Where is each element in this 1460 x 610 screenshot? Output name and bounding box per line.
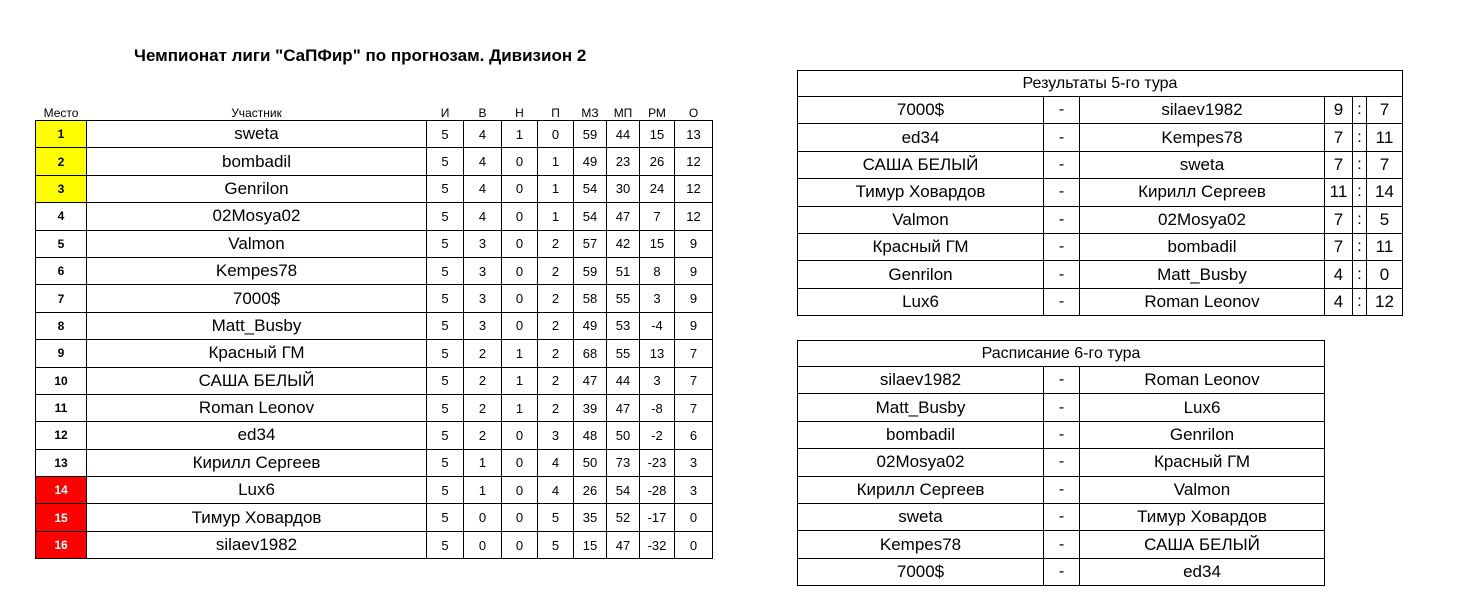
score-separator: :	[1353, 288, 1367, 315]
away-score: 12	[1367, 288, 1403, 315]
header-goal-diff: РМ	[648, 106, 666, 120]
wins-cell: 4	[464, 203, 502, 230]
losses-cell: 2	[538, 312, 574, 339]
points-cell: 0	[675, 531, 713, 558]
home-score: 7	[1325, 206, 1353, 233]
away-team: Roman Leonov	[1080, 288, 1325, 315]
away-team: sweta	[1080, 151, 1325, 178]
played-cell: 5	[427, 148, 464, 175]
standings-row	[36, 394, 713, 421]
draws-cell: 1	[502, 367, 538, 394]
goals-against-cell: 73	[607, 449, 640, 476]
points-cell: 3	[675, 449, 713, 476]
goals-for-cell: 35	[574, 504, 607, 531]
losses-cell: 2	[538, 285, 574, 312]
participant-cell: Roman Leonov	[87, 394, 427, 421]
away-team: Genrilon	[1080, 421, 1325, 448]
home-score: 4	[1325, 288, 1353, 315]
goals-against-cell: 51	[607, 257, 640, 284]
result-row	[798, 97, 1403, 124]
goals-for-cell: 54	[574, 203, 607, 230]
header-goals-against: МП	[613, 106, 633, 120]
away-team: САША БЕЛЫЙ	[1080, 531, 1325, 558]
draws-cell: 0	[502, 257, 538, 284]
wins-cell: 3	[464, 285, 502, 312]
schedule-row	[798, 531, 1325, 558]
vs-dash: -	[1044, 394, 1080, 421]
place-cell: 11	[36, 394, 87, 421]
goal-diff-cell: -8	[640, 394, 675, 421]
points-cell: 7	[675, 394, 713, 421]
points-cell: 13	[675, 121, 713, 148]
draws-cell: 0	[502, 422, 538, 449]
participant-cell: Красный ГМ	[87, 340, 427, 367]
result-row	[798, 288, 1403, 315]
schedule-row	[798, 449, 1325, 476]
goals-against-cell: 55	[607, 340, 640, 367]
goal-diff-cell: 13	[640, 340, 675, 367]
goals-for-cell: 47	[574, 367, 607, 394]
wins-cell: 0	[464, 531, 502, 558]
schedule-row	[798, 421, 1325, 448]
points-cell: 9	[675, 285, 713, 312]
header-points: О	[688, 106, 699, 120]
goal-diff-cell: 26	[640, 148, 675, 175]
goal-diff-cell: -32	[640, 531, 675, 558]
goal-diff-cell: -23	[640, 449, 675, 476]
results-caption-row	[798, 71, 1403, 97]
wins-cell: 3	[464, 257, 502, 284]
standings-row	[36, 148, 713, 175]
points-cell: 12	[675, 175, 713, 202]
standings-row	[36, 230, 713, 257]
away-score: 7	[1367, 97, 1403, 124]
wins-cell: 2	[464, 422, 502, 449]
goals-for-cell: 68	[574, 340, 607, 367]
goal-diff-cell: -4	[640, 312, 675, 339]
standings-row	[36, 257, 713, 284]
draws-cell: 0	[502, 504, 538, 531]
place-cell: 16	[36, 531, 87, 558]
away-team: Тимур Ховардов	[1080, 503, 1325, 530]
score-separator: :	[1353, 261, 1367, 288]
schedule-row	[798, 476, 1325, 503]
wins-cell: 2	[464, 367, 502, 394]
home-team: Тимур Ховардов	[798, 179, 1044, 206]
place-cell: 9	[36, 340, 87, 367]
draws-cell: 1	[502, 340, 538, 367]
result-row	[798, 151, 1403, 178]
away-team: ed34	[1080, 558, 1325, 585]
place-cell: 7	[36, 285, 87, 312]
score-separator: :	[1353, 179, 1367, 206]
goals-against-cell: 47	[607, 531, 640, 558]
home-team: sweta	[798, 503, 1044, 530]
wins-cell: 1	[464, 449, 502, 476]
home-score: 9	[1325, 97, 1353, 124]
goals-against-cell: 30	[607, 175, 640, 202]
away-score: 7	[1367, 151, 1403, 178]
header-place: Место	[43, 106, 79, 120]
home-team: silaev1982	[798, 367, 1044, 394]
vs-dash: -	[1044, 421, 1080, 448]
home-team: 02Mosya02	[798, 449, 1044, 476]
losses-cell: 2	[538, 367, 574, 394]
goals-for-cell: 50	[574, 449, 607, 476]
vs-dash: -	[1044, 206, 1080, 233]
vs-dash: -	[1044, 503, 1080, 530]
away-team: 02Mosya02	[1080, 206, 1325, 233]
standings-row	[36, 121, 713, 148]
points-cell: 6	[675, 422, 713, 449]
goal-diff-cell: 3	[640, 367, 675, 394]
goal-diff-cell: -17	[640, 504, 675, 531]
participant-cell: Lux6	[87, 477, 427, 504]
goals-against-cell: 44	[607, 367, 640, 394]
losses-cell: 2	[538, 394, 574, 421]
away-team: Lux6	[1080, 394, 1325, 421]
goal-diff-cell: 15	[640, 230, 675, 257]
wins-cell: 1	[464, 477, 502, 504]
losses-cell: 0	[538, 121, 574, 148]
result-row	[798, 233, 1403, 260]
schedule-row	[798, 503, 1325, 530]
home-team: САША БЕЛЫЙ	[798, 151, 1044, 178]
losses-cell: 2	[538, 257, 574, 284]
away-team: Kempes78	[1080, 124, 1325, 151]
goals-for-cell: 59	[574, 121, 607, 148]
away-team: Valmon	[1080, 476, 1325, 503]
participant-cell: Matt_Busby	[87, 312, 427, 339]
points-cell: 0	[675, 504, 713, 531]
header-losses: П	[551, 106, 560, 120]
played-cell: 5	[427, 121, 464, 148]
played-cell: 5	[427, 504, 464, 531]
draws-cell: 1	[502, 121, 538, 148]
away-team: Кирилл Сергеев	[1080, 179, 1325, 206]
score-separator: :	[1353, 151, 1367, 178]
standings-row	[36, 449, 713, 476]
points-cell: 7	[675, 340, 713, 367]
home-team: bombadil	[798, 421, 1044, 448]
goal-diff-cell: -28	[640, 477, 675, 504]
schedule-caption: Расписание 6-го тура	[798, 341, 1325, 367]
played-cell: 5	[427, 340, 464, 367]
vs-dash: -	[1044, 288, 1080, 315]
score-separator: :	[1353, 206, 1367, 233]
goals-for-cell: 15	[574, 531, 607, 558]
played-cell: 5	[427, 257, 464, 284]
place-cell: 10	[36, 367, 87, 394]
place-cell: 13	[36, 449, 87, 476]
wins-cell: 2	[464, 340, 502, 367]
losses-cell: 3	[538, 422, 574, 449]
standings-row	[36, 531, 713, 558]
home-team: 7000$	[798, 558, 1044, 585]
goal-diff-cell: 15	[640, 121, 675, 148]
away-team: Красный ГМ	[1080, 449, 1325, 476]
vs-dash: -	[1044, 476, 1080, 503]
losses-cell: 4	[538, 449, 574, 476]
home-team: Lux6	[798, 288, 1044, 315]
score-separator: :	[1353, 97, 1367, 124]
goals-for-cell: 57	[574, 230, 607, 257]
schedule-row	[798, 394, 1325, 421]
home-team: Красный ГМ	[798, 233, 1044, 260]
away-score: 0	[1367, 261, 1403, 288]
place-cell: 12	[36, 422, 87, 449]
goals-for-cell: 49	[574, 312, 607, 339]
losses-cell: 1	[538, 203, 574, 230]
losses-cell: 2	[538, 230, 574, 257]
place-cell: 1	[36, 121, 87, 148]
score-separator: :	[1353, 233, 1367, 260]
schedule-row	[798, 558, 1325, 585]
home-team: Matt_Busby	[798, 394, 1044, 421]
participant-cell: Kempes78	[87, 257, 427, 284]
place-cell: 14	[36, 477, 87, 504]
played-cell: 5	[427, 175, 464, 202]
home-team: 7000$	[798, 97, 1044, 124]
standings-row	[36, 477, 713, 504]
participant-cell: Кирилл Сергеев	[87, 449, 427, 476]
away-score: 5	[1367, 206, 1403, 233]
points-cell: 9	[675, 257, 713, 284]
draws-cell: 0	[502, 449, 538, 476]
participant-cell: 7000$	[87, 285, 427, 312]
away-team: Roman Leonov	[1080, 367, 1325, 394]
points-cell: 12	[675, 203, 713, 230]
played-cell: 5	[427, 394, 464, 421]
wins-cell: 4	[464, 175, 502, 202]
draws-cell: 0	[502, 203, 538, 230]
losses-cell: 1	[538, 148, 574, 175]
draws-cell: 0	[502, 230, 538, 257]
place-cell: 4	[36, 203, 87, 230]
goals-against-cell: 53	[607, 312, 640, 339]
goals-for-cell: 49	[574, 148, 607, 175]
home-score: 7	[1325, 233, 1353, 260]
place-cell: 5	[36, 230, 87, 257]
goals-against-cell: 47	[607, 203, 640, 230]
goals-for-cell: 58	[574, 285, 607, 312]
home-team: Кирилл Сергеев	[798, 476, 1044, 503]
goals-for-cell: 26	[574, 477, 607, 504]
result-row	[798, 261, 1403, 288]
goals-against-cell: 23	[607, 148, 640, 175]
header-participant: Участник	[231, 106, 282, 120]
vs-dash: -	[1044, 367, 1080, 394]
away-score: 11	[1367, 124, 1403, 151]
standings-row	[36, 175, 713, 202]
home-score: 7	[1325, 151, 1353, 178]
vs-dash: -	[1044, 558, 1080, 585]
place-cell: 6	[36, 257, 87, 284]
vs-dash: -	[1044, 531, 1080, 558]
standings-row	[36, 422, 713, 449]
standings-row	[36, 285, 713, 312]
losses-cell: 1	[538, 175, 574, 202]
home-team: Genrilon	[798, 261, 1044, 288]
goals-against-cell: 50	[607, 422, 640, 449]
vs-dash: -	[1044, 124, 1080, 151]
home-team: Valmon	[798, 206, 1044, 233]
goal-diff-cell: 8	[640, 257, 675, 284]
played-cell: 5	[427, 477, 464, 504]
losses-cell: 5	[538, 504, 574, 531]
losses-cell: 5	[538, 531, 574, 558]
result-row	[798, 124, 1403, 151]
vs-dash: -	[1044, 179, 1080, 206]
played-cell: 5	[427, 449, 464, 476]
standings-row	[36, 312, 713, 339]
home-score: 11	[1325, 179, 1353, 206]
vs-dash: -	[1044, 261, 1080, 288]
result-row	[798, 179, 1403, 206]
place-cell: 3	[36, 175, 87, 202]
result-row	[798, 206, 1403, 233]
goals-for-cell: 59	[574, 257, 607, 284]
goals-against-cell: 54	[607, 477, 640, 504]
home-score: 7	[1325, 124, 1353, 151]
standings-row	[36, 367, 713, 394]
participant-cell: 02Mosya02	[87, 203, 427, 230]
home-team: Kempes78	[798, 531, 1044, 558]
participant-cell: Genrilon	[87, 175, 427, 202]
home-score: 4	[1325, 261, 1353, 288]
wins-cell: 2	[464, 394, 502, 421]
played-cell: 5	[427, 531, 464, 558]
wins-cell: 4	[464, 121, 502, 148]
place-cell: 8	[36, 312, 87, 339]
points-cell: 12	[675, 148, 713, 175]
goal-diff-cell: -2	[640, 422, 675, 449]
participant-cell: Тимур Ховардов	[87, 504, 427, 531]
wins-cell: 3	[464, 312, 502, 339]
header-goals-for: МЗ	[581, 106, 599, 120]
schedule-table	[797, 340, 1325, 586]
draws-cell: 0	[502, 285, 538, 312]
schedule-caption-row	[798, 341, 1325, 367]
wins-cell: 0	[464, 504, 502, 531]
played-cell: 5	[427, 312, 464, 339]
draws-cell: 0	[502, 531, 538, 558]
points-cell: 7	[675, 367, 713, 394]
goal-diff-cell: 24	[640, 175, 675, 202]
losses-cell: 4	[538, 477, 574, 504]
draws-cell: 0	[502, 148, 538, 175]
away-score: 11	[1367, 233, 1403, 260]
played-cell: 5	[427, 367, 464, 394]
played-cell: 5	[427, 203, 464, 230]
goals-against-cell: 42	[607, 230, 640, 257]
participant-cell: Valmon	[87, 230, 427, 257]
home-team: ed34	[798, 124, 1044, 151]
draws-cell: 0	[502, 477, 538, 504]
draws-cell: 0	[502, 175, 538, 202]
standings-table	[35, 98, 713, 559]
participant-cell: ed34	[87, 422, 427, 449]
place-cell: 2	[36, 148, 87, 175]
draws-cell: 0	[502, 312, 538, 339]
played-cell: 5	[427, 422, 464, 449]
score-separator: :	[1353, 124, 1367, 151]
participant-cell: sweta	[87, 121, 427, 148]
wins-cell: 3	[464, 230, 502, 257]
goals-for-cell: 39	[574, 394, 607, 421]
standings-row	[36, 504, 713, 531]
points-cell: 9	[675, 312, 713, 339]
participant-cell: bombadil	[87, 148, 427, 175]
place-cell: 15	[36, 504, 87, 531]
participant-cell: silaev1982	[87, 531, 427, 558]
losses-cell: 2	[538, 340, 574, 367]
points-cell: 3	[675, 477, 713, 504]
goals-against-cell: 52	[607, 504, 640, 531]
vs-dash: -	[1044, 97, 1080, 124]
goals-for-cell: 48	[574, 422, 607, 449]
played-cell: 5	[427, 230, 464, 257]
wins-cell: 4	[464, 148, 502, 175]
standings-header-row	[36, 98, 713, 121]
played-cell: 5	[427, 285, 464, 312]
results-table	[797, 70, 1403, 316]
goals-against-cell: 47	[607, 394, 640, 421]
header-played: И	[440, 106, 450, 120]
participant-cell: САША БЕЛЫЙ	[87, 367, 427, 394]
header-wins: В	[478, 106, 487, 120]
vs-dash: -	[1044, 233, 1080, 260]
goals-against-cell: 44	[607, 121, 640, 148]
goal-diff-cell: 3	[640, 285, 675, 312]
page-title: Чемпионат лиги "СаПФир" по прогнозам. Дивизион 2	[134, 46, 587, 65]
points-cell: 9	[675, 230, 713, 257]
results-caption: Результаты 5-го тура	[798, 71, 1403, 97]
schedule-row	[798, 367, 1325, 394]
away-team: silaev1982	[1080, 97, 1325, 124]
away-score: 14	[1367, 179, 1403, 206]
goals-against-cell: 55	[607, 285, 640, 312]
header-draws: Н	[515, 106, 524, 120]
goal-diff-cell: 7	[640, 203, 675, 230]
standings-row	[36, 203, 713, 230]
goals-for-cell: 54	[574, 175, 607, 202]
vs-dash: -	[1044, 151, 1080, 178]
draws-cell: 1	[502, 394, 538, 421]
standings-row	[36, 340, 713, 367]
away-team: bombadil	[1080, 233, 1325, 260]
away-team: Matt_Busby	[1080, 261, 1325, 288]
vs-dash: -	[1044, 449, 1080, 476]
